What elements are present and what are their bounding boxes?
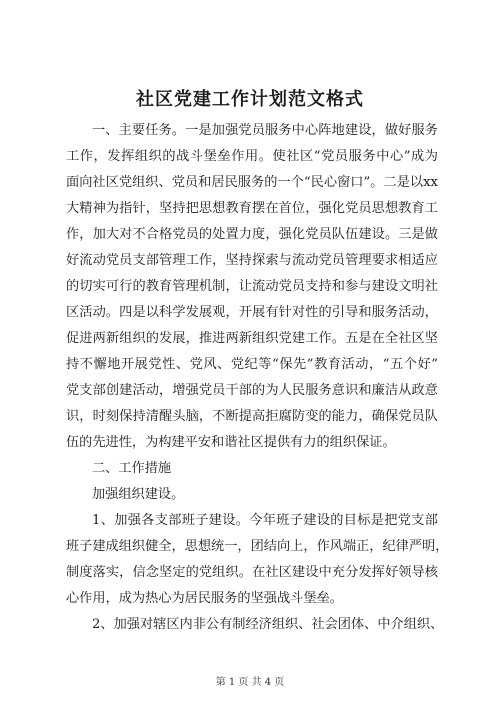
body-line: 伍的先进性，为构建平安和谐社区提供有力的组织保证。 [66,435,396,450]
document-body [66,118,449,638]
body-line: 二、工作措施 [92,461,172,476]
body-line: 促进两新组织的发展，推进两新组织党建工作。五是在全社区坚 [66,331,438,346]
body-line: 好流动党员支部管理工作，坚持探索与流动党员管理要求相适应 [66,253,438,268]
body-line: 心作用，成为热心为居民服务的坚强战斗堡垒。 [66,591,343,606]
body-line: 面向社区党组织、党员和居民服务的一个“民心窗口”。二是以xx [66,175,438,190]
body-line: 持不懈地开展党性、党风、党纪等“保先”教育活动，“五个好” [66,357,438,372]
body-line: 制度落实，信念坚定的党组织。在社区建设中充分发挥好领导核 [66,565,438,580]
body-line: 区活动。四是以科学发展观，开展有针对性的引导和服务活动， [66,305,438,320]
body-line: 党支部创建活动，增强党员干部的为人民服务意识和廉洁从政意 [66,383,438,398]
body-line: 工作，发挥组织的战斗堡垒作用。使社区“党员服务中心”成为 [66,149,438,164]
body-line: 大精神为指针，坚持把思想教育摆在首位，强化党员思想教育工 [66,201,438,216]
body-line: 加强组织建设。 [92,487,185,502]
body-line: 识，时刻保持清醒头脑，不断提高拒腐防变的能力，确保党员队 [66,409,438,424]
page-footer: 第 1 页 共 4 页 [215,677,285,688]
body-line: 班子建成组织健全，思想统一，团结向上，作风端正，纪律严明， [66,539,449,554]
body-line: 2、加强对辖区内非公有制经济组织、社会团体、中介组织、 [92,617,444,632]
body-line: 的切实可行的教育管理机制，让流动党员支持和参与建设文明社 [66,279,438,294]
document-title: 社区党建工作计划范文格式 [136,89,364,110]
body-line: 一、主要任务。一是加强党员服务中心阵地建设，做好服务 [92,123,438,138]
body-line: 作，加大对不合格党员的处置力度，强化党员队伍建设。三是做 [66,227,438,242]
body-line: 1、加强各支部班子建设。今年班子建设的目标是把党支部 [92,513,438,528]
